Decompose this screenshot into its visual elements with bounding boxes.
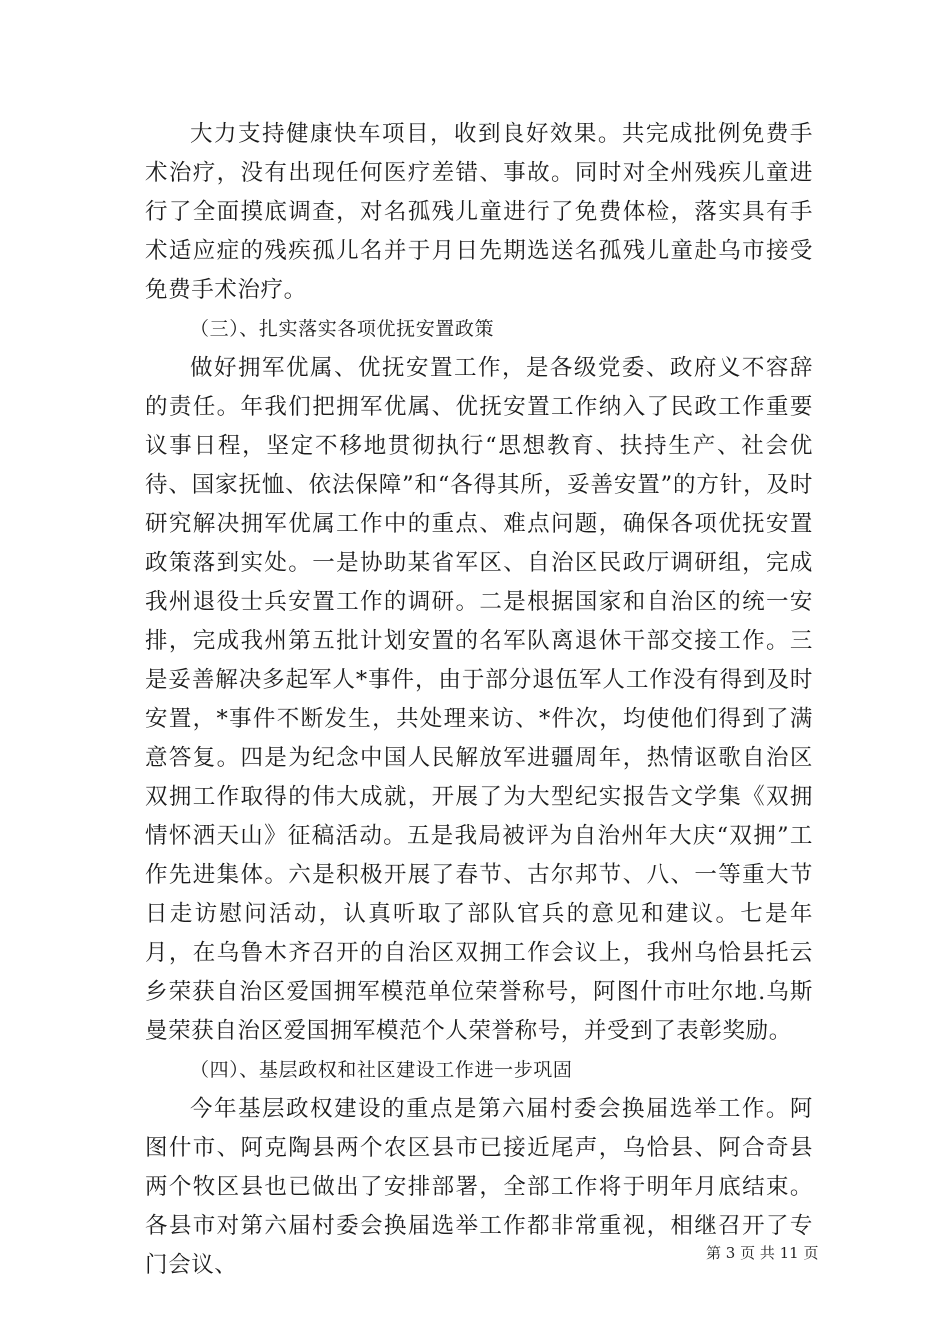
paragraph-grassroots-election: 今年基层政权建设的重点是第六届村委会换届选举工作。阿图什市、阿克陶县两个农区县市已接近尾声，乌恰县、阿合奇县两个牧区县也已做出了安排部署，全部工作将于明年月底结束。各县市对第六届村委会换届选举工作都非常重视，相继召开了专门会议、 [145, 1096, 813, 1278]
section-heading-three: （三）、扎实落实各项优抚安置政策 [190, 318, 495, 340]
page-number-footer: 第 3 页 共 11 页 [706, 1244, 819, 1262]
section-heading-four: （四）、基层政权和社区建设工作进一步巩固 [190, 1059, 573, 1081]
paragraph-military-support: 做好拥军优属、优抚安置工作，是各级党委、政府义不容辞的责任。年我们把拥军优属、优抚安置工作纳入了民政工作重要议事日程，坚定不移地贯彻执行“思想教育、扶持生产、社会优待、国家抚恤、依法保障”和“各得其所，妥善安置”的方针，及时研究解决拥军优属工作中的重点、难点问题，确保各项优抚安置政策落到实处。一是协助某省军区、自治区民政厅调研组，完成我州退役士兵安置工作的调研。二是根据国家和自治区的统一安排，完成我州第五批计划安置的名军队离退休干部交接工作。三是妥善解决多起军人*事件，由于部分退伍军人工作没有得到及时安置，*事件不断发生，共处理来访、*件次，均使他们得到了满意答复。四是为纪念中国人民解放军进疆周年，热情讴歌自治区双拥工作取得的伟大成就，开展了为大型纪实报告文学集《双拥情怀洒天山》征稿活动。五是我局被评为自治州年大庆“双拥”工作先进集体。六是积极开展了春节、古尔邦节、八、一等重大节日走访慰问活动，认真听取了部队官兵的意见和建议。七是年月，在乌鲁木齐召开的自治区双拥工作会议上，我州乌恰县托云乡荣获自治区爱国拥军模范单位荣誉称号，阿图什市吐尔地.乌斯曼荣获自治区爱国拥军模范个人荣誉称号，并受到了表彰奖励。 [145, 355, 813, 1044]
document-body [145, 115, 813, 1285]
paragraph-health-express: 大力支持健康快车项目，收到良好效果。共完成批例免费手术治疗，没有出现任何医疗差错、事故。同时对全州残疾儿童进行了全面摸底调查，对名孤残儿童进行了免费体检，落实具有手术适应症的残疾孤儿名并于月日先期选送名孤残儿童赴乌市接受免费手术治疗。 [145, 121, 813, 303]
